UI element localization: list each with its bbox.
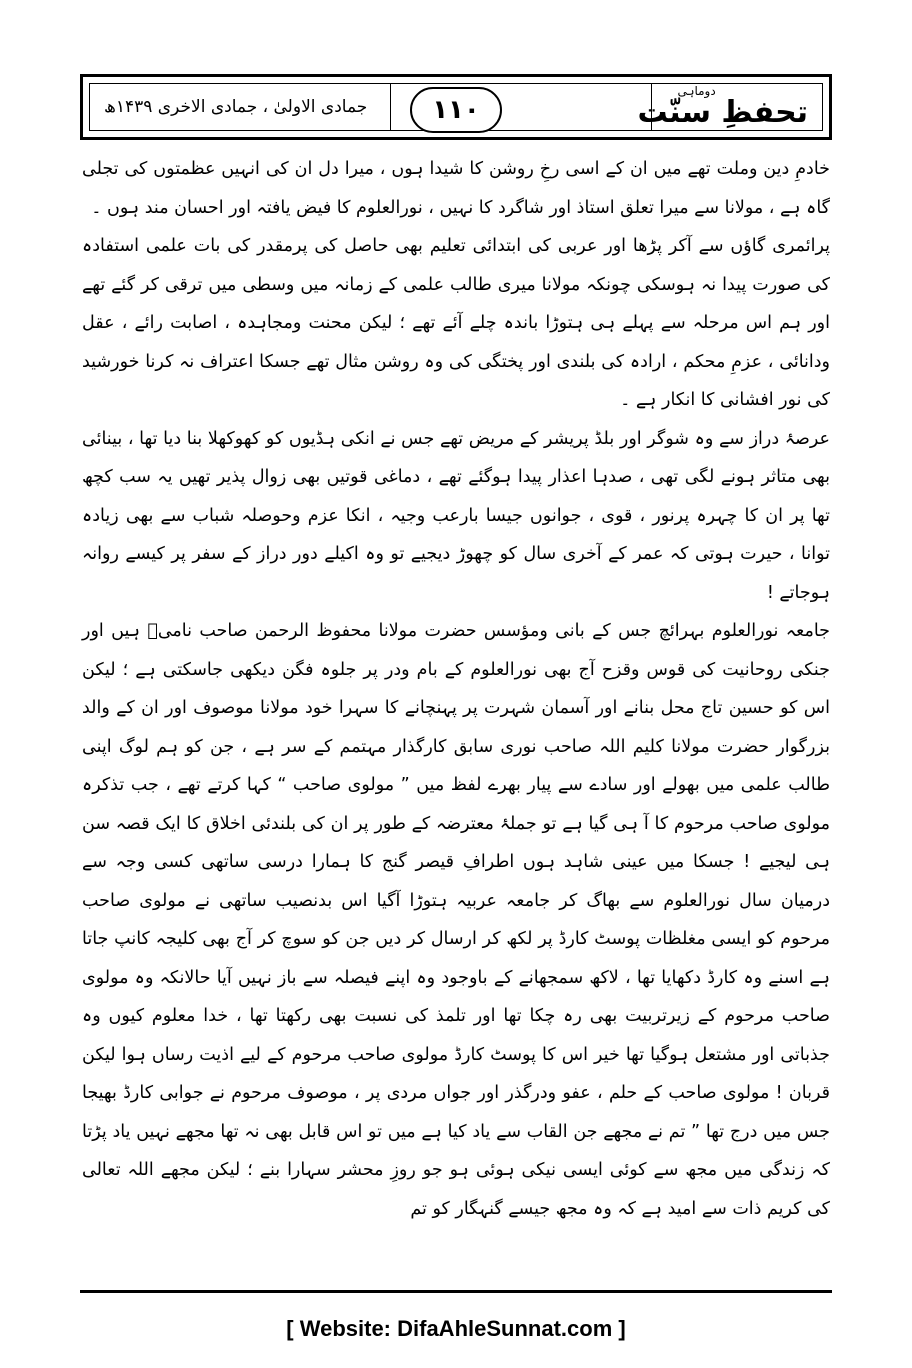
magazine-masthead: [637, 84, 808, 130]
paragraph: جامعہ نورالعلوم بہرائچ جس کے بانی ومؤسس حضرت مولانا محفوظ الرحمن صاحب نامیؒ ہیں اور جنکی روحانیت کی قوس وقزح آج بھی نورالعلوم کے بام ودر پر جلوہ فگن دیکھی جاسکتی ہے ؛ لیکن اس کو حسین تاج محل بنانے اور آسمان شہرت پر پہنچانے کا سہرا خود مولانا موصوف اور ان کے والد بزرگوار حضرت مولانا کلیم اللہ صاحب نوری سابق کارگذار مہتمم کے سر ہے ، جن کو ہم لوگ اپنی طالب علمی میں بھولے اور سادے سے پیار بھرے لفظ میں ” مولوی صاحب “ کہا کرتے تھے ، جب تذکرہ مولوی صاحب مرحوم کا آ ہی گیا ہے تو جملۂ معترضہ کے طور پر ان کی بلندئی اخلاق کا ایک قصہ سن ہی لیجیے ! جسکا میں عینی شاہد ہوں اطرافِ قیصر گنج کا ہمارا درسی ساتھی کسی وجہ سے درمیان سال نورالعلوم سے بھاگ کر جامعہ عربیہ ہتوڑا آگیا اس بدنصیب ساتھی نے مولوی صاحب مرحوم کو ایسی مغلظات پوسٹ کارڈ پر لکھ کر ارسال کر دیں جن کو سوچ کر آج بھی کلیجہ کانپ جاتا ہے اسنے وہ کارڈ دکھایا تھا ، لاکھ سمجھانے کے باوجود وہ اپنے فیصلہ سے باز نہیں آیا حالانکہ وہ مولوی صاحب مرحوم کے زیرتربیت بھی رہ چکا تھا اور تلمذ کی نسبت بھی رکھتا تھا ، خدا معلوم کیوں وہ جذباتی اور مشتعل ہوگیا تھا خیر اس کا پوسٹ کارڈ مولوی صاحب مرحوم کے لیے اذیت رساں ہوا لیکن قربان ! مولوی صاحب کے حلم ، عفو ودرگذر اور جواں مردی پر ، موصوف مرحوم نے جوابی کارڈ بھیجا جس میں درج تھا ” تم نے مجھے جن القاب سے یاد کیا ہے میں تو اس قابل بھی نہ تھا مجھے نہیں یاد پڑتا کہ زندگی میں مجھ سے کوئی ایسی نیکی ہوئی ہو جو روزِ محشر سہارا بنے ؛ لیکن مجھے اللہ تعالی کی کریم ذات سے امید ہے کہ وہ مجھ جیسے گنہگار کو تم: [82, 621, 830, 1219]
header-divider: [390, 84, 391, 130]
masthead-title: تحفظِ سنّت: [637, 95, 808, 130]
article-body: [82, 150, 830, 1228]
website-footer: [ Website: DifaAhleSunnat.com ]: [286, 1316, 626, 1341]
paragraph: عرصۂ دراز سے وہ شوگر اور بلڈ پریشر کے مریض تھے جس نے انکی ہڈیوں کو کھوکھلا بنا دیا تھا ، بینائی بھی متاثر ہونے لگی تھی ، صدہا اعذار پیدا ہوگئے تھے ، دماغی قوتیں بھی زوال پذیر تھیں یہ سب کچھ تھا پر ان کا چہرہ پرنور ، قوی ، جوانوں جیسا بارعب وجیہ ، انکا عزم وحوصلہ شباب سے بھی زیادہ توانا ، حیرت ہوتی کہ عمر کے آخری سال کو چھوڑ دیجیے تو وہ اکیلے دور دراز کے سفر پر کیسے روانہ ہوجاتے !: [82, 428, 830, 603]
paragraph: خادمِ دین وملت تھے میں ان کے اسی رخِ روشن کا شیدا ہوں ، میرا دل ان کی انہیں عظمتوں کی تجلی گاہ ہے ، مولانا سے میرا تعلق استاذ اور شاگرد کا نہیں ، نورالعلوم کا فیض یافتہ اور احسان مند ہوں ۔: [82, 159, 830, 218]
page-number: ۱۱۰: [410, 87, 502, 133]
masthead-subtitle: دوماہی: [677, 84, 716, 98]
page-header: [80, 74, 832, 140]
footer-rule: [80, 1290, 832, 1293]
issue-date: جمادی الاولیٰ ، جمادی الاخری ۱۴۳۹ھ: [104, 97, 368, 117]
paragraph: پرائمری گاؤں سے آکر پڑھا اور عربی کی ابتدائی تعلیم بھی حاصل کی پرمقدر کی بات علمی استفادہ کی صورت پیدا نہ ہوسکی چونکہ مولانا میری طالب علمی کے زمانہ میں وسطی میں ترقی کر گئے تھے اور ہم اس مرحلہ سے پہلے ہی ہتوڑا باندہ چلے آئے تھے ؛ لیکن محنت ومجاہدہ ، اصابت رائے ، عقل ودانائی ، عزمِ محکم ، ارادہ کی بلندی اور پختگی کی وہ روشن مثال تھے جسکا اعتراف نہ کرنا خورشید کی نور افشانی کا انکار ہے ۔: [82, 236, 830, 410]
